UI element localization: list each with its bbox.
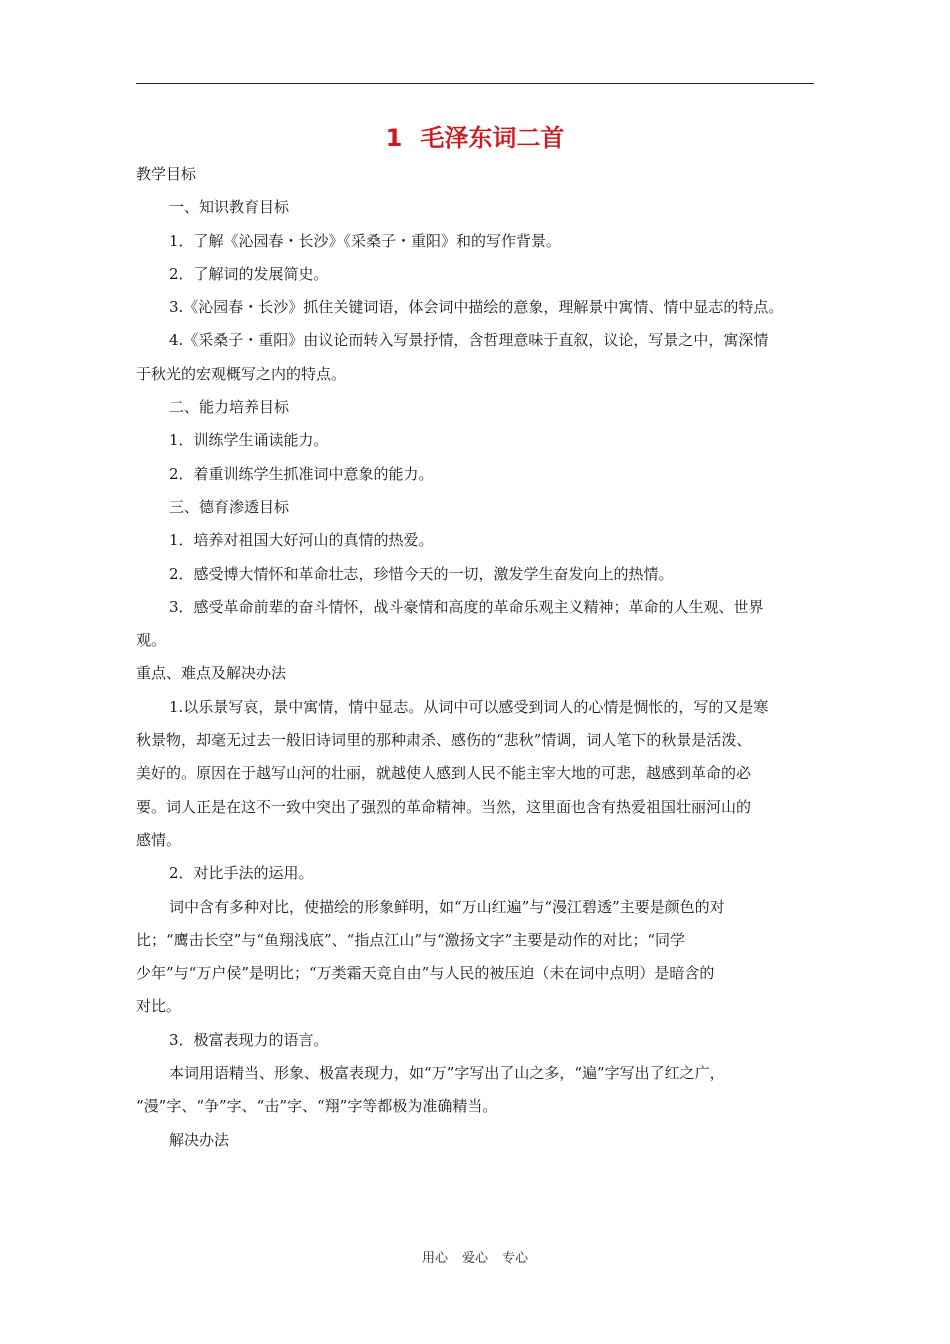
document-body (136, 158, 814, 1157)
text-line: 三、德育渗透目标 (169, 497, 290, 516)
footer-word: 爱心 (461, 1251, 488, 1266)
text-line: 2．对比手法的运用。 (169, 864, 314, 883)
text-line: 词中含有多种对比，使描绘的形象鲜明，如“万山红遍”与“漫江碧透”主要是颜色的对 (169, 897, 725, 916)
text-line: 要。词人正是在这不一致中突出了强烈的革命精神。当然，这里面也含有热爱祖国壮丽河山的 (136, 797, 752, 816)
text-line: 观。 (136, 631, 167, 650)
text-line: 1．培养对祖国大好河山的真情的热爱。 (169, 531, 434, 550)
text-line: 本词用语精当、形象、极富表现力，如“万”字写出了山之多，“遍”字写出了红之广， (169, 1064, 725, 1083)
text-line: 二、能力培养目标 (169, 398, 290, 417)
header-rule (136, 83, 814, 84)
text-line: 1.以乐景写哀，景中寓情，情中显志。从词中可以感受到词人的心情是惆怅的，写的又是寒 (169, 697, 769, 716)
footer-word: 用心 (421, 1251, 448, 1266)
text-line: 于秋光的宏观概写之内的特点。 (136, 364, 347, 383)
page-title (0, 122, 950, 154)
text-line: 比；“鹰击长空”与“鱼翔浅底”、“指点江山”与“激扬文字”主要是动作的对比；“同学 (136, 930, 686, 949)
lesson-title: 毛泽东词二首 (420, 124, 565, 152)
text-line: 重点、难点及解决办法 (136, 664, 287, 683)
text-line: “漫”字、“争”字、“击”字、“翔”字等都极为准确精当。 (136, 1097, 498, 1116)
text-line: 3.《沁园春・长沙》抓住关键词语，体会词中描绘的意象，理解景中寓情、情中显志的特点。 (169, 298, 784, 317)
text-line: 一、知识教育目标 (169, 198, 290, 217)
text-line: 秋景物，却毫无过去一般旧诗词里的那种肃杀、感伤的“悲秋”情调，词人笔下的秋景是活泼、 (136, 731, 752, 750)
text-line: 2．了解词的发展简史。 (169, 264, 329, 283)
footer-word: 专心 (502, 1251, 529, 1266)
text-line: 少年”与“万户侯”是明比；“万类霜天竞自由”与人民的被压迫（未在词中点明）是暗含的 (136, 964, 715, 983)
text-line: 教学目标 (136, 165, 197, 183)
text-line: 感情。 (136, 830, 182, 849)
text-line: 3．感受革命前辈的奋斗情怀，战斗豪情和高度的革命乐观主义精神；革命的人生观、世界 (169, 597, 764, 616)
lesson-number: 1 (385, 124, 403, 152)
text-line: 美好的。原因在于越写山河的壮丽，就越使人感到人民不能主宰大地的可悲，越感到革命的必 (136, 764, 752, 783)
text-line: 4.《采桑子・重阳》由议论而转入写景抒情，含哲理意味于直叙，议论，写景之中，寓深情 (169, 331, 769, 350)
text-line: 解决办法 (169, 1130, 230, 1149)
text-line: 2．感受博大情怀和革命壮志，珍惜今天的一切，激发学生奋发向上的热情。 (169, 564, 674, 583)
text-line: 2．着重训练学生抓准词中意象的能力。 (169, 464, 434, 483)
text-line: 3．极富表现力的语言。 (169, 1030, 329, 1049)
page-footer (0, 1247, 950, 1266)
text-line: 1．了解《沁园春・长沙》《采桑子・重阳》和的写作背景。 (169, 231, 562, 250)
text-line: 1．训练学生诵读能力。 (169, 431, 329, 450)
text-line: 对比。 (136, 997, 182, 1016)
